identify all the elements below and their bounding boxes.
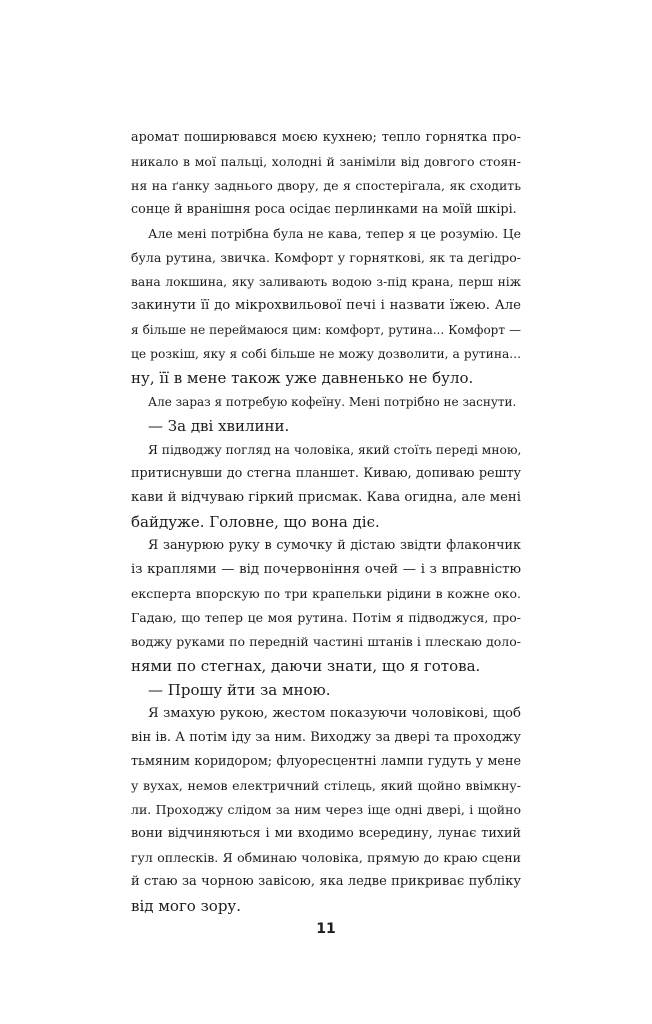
text-line: гул оплесків. Я обминаю чоловіка, прямую до краю сцени: [131, 850, 521, 865]
text-line: вана локшина, яку заливають водою з-під крана, перш ніж: [131, 275, 521, 289]
text-line: сонце й вранішня роса осідає перлинками на моїй шкірі.: [131, 202, 517, 217]
text-line: кави й відчуваю гіркий присмак. Кава огидна, але мені: [131, 490, 521, 505]
text-line: Я підводжу погляд на чоловіка, який стоїть переді мною,: [148, 443, 522, 457]
text-line: вони відчиняються і ми входимо всередину, лунає тихий: [131, 826, 521, 841]
text-line: закинути її до мікрохвильової печі і назвати їжею. Але: [131, 298, 521, 313]
text-line: Я занурюю руку в сумочку й дістаю звідти флакончик: [148, 538, 521, 553]
text-line: Гадаю, що тепер це моя рутина. Потім я підводжуся, про-: [131, 610, 521, 625]
text-line: із краплями — від почервоніння очей — і з вправністю: [131, 562, 521, 577]
text-line: ня на ґанку заднього двору, де я спостерігала, як сходить: [131, 178, 521, 193]
text-line: байдуже. Головне, що вона діє.: [131, 513, 380, 531]
text-line: аромат поширювався моєю кухнею; тепло горнятка про-: [131, 130, 521, 145]
text-line: Я змахую рукою, жестом показуючи чоловікові, щоб: [148, 706, 521, 721]
text-line: притиснувши до стегна планшет. Киваю, допиваю решту: [131, 466, 521, 481]
text-line: — Прошу йти за мною.: [148, 681, 331, 699]
text-line: я більше не переймаюся цим: комфорт, рутина... Комфорт —: [131, 323, 521, 337]
text-line: експерта впорскую по три крапельки рідини в кожне око.: [131, 586, 521, 601]
page-text: [131, 126, 521, 918]
text-line: від мого зору.: [131, 897, 242, 915]
text-line: й стаю за чорною завісою, яка ледве прикриває публіку: [131, 874, 521, 889]
text-line: у вухах, немов електричний стілець, який щойно ввімкну-: [131, 778, 521, 793]
text-line: никало в мої пальці, холодні й заніміли від довгого стоян-: [131, 154, 521, 169]
text-line: — За дві хвилини.: [148, 417, 290, 435]
text-line: була рутина, звичка. Комфорт у горнятковi, як та дегідро-: [131, 250, 521, 265]
text-line: тьмяним коридором; флуоресцентні лампи гудуть у мене: [131, 754, 521, 769]
text-line: нями по стегнах, даючи знати, що я готова.: [131, 657, 481, 675]
text-line: Але зараз я потребую кофеїну. Мені потрібно не заснути.: [148, 395, 517, 409]
text-line: воджу руками по передній частині штанів і плескаю доло-: [131, 634, 521, 649]
text-line: він ів. А потім іду за ним. Виходжу за двері та проходжу: [131, 730, 521, 745]
text-line: ну, її в мене також уже давненько не було.: [131, 369, 474, 387]
page-number: 11: [316, 921, 336, 937]
text-line: Але мені потрібна була не кава, тепер я це розумію. Це: [148, 226, 521, 241]
text-line: це розкіш, яку я собі більше не можу дозволити, а рутина...: [131, 347, 521, 361]
text-line: ли. Проходжу слідом за ним через іще одні двері, і щойно: [131, 802, 521, 817]
